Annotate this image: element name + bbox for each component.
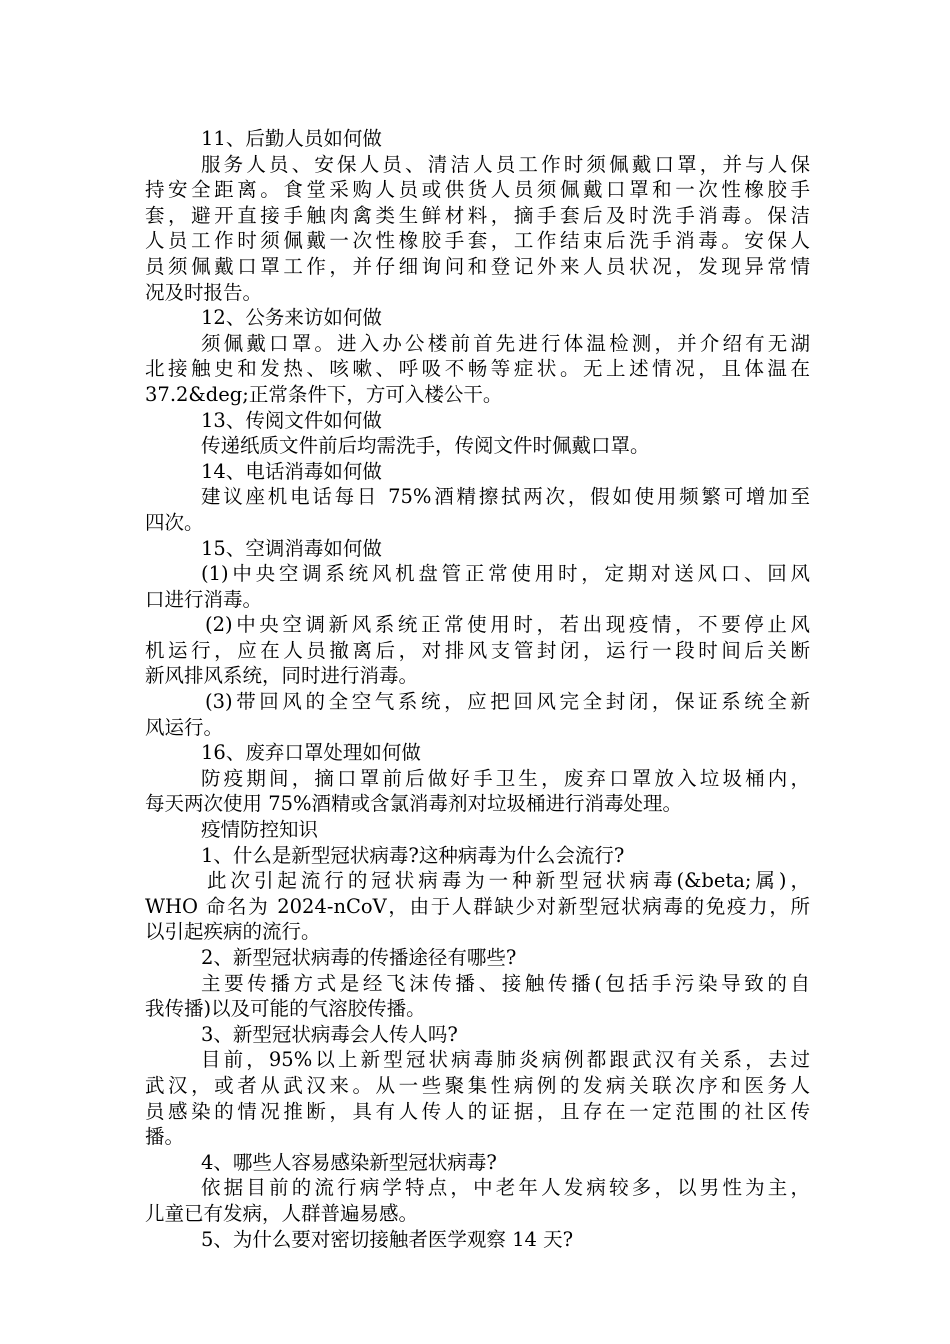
text-line: 儿童已有发病，人群普遍易感。 [145,1201,419,1225]
text-line: (2)中央空调新风系统正常使用时，若出现疫情，不要停止风 [205,613,810,637]
text-line: 须佩戴口罩。进入办公楼前首先进行体温检测，并介绍有无湖 [201,331,810,355]
text-line: 况及时报告。 [145,280,263,304]
text-line: 服务人员、安保人员、清洁人员工作时须佩戴口罩，并与人保 [201,152,810,176]
text-line: 5、为什么要对密切接触者医学观察 14 天? [201,1227,574,1251]
document-body [145,126,810,1252]
text-line: 以引起疾病的流行。 [145,920,321,944]
text-line: 建议座机电话每日 75%酒精擦拭两次，假如使用频繁可增加至 [201,485,810,509]
text-line: 疫情防控知识 [201,818,319,842]
text-line: 依据目前的流行病学特点，中老年人发病较多，以男性为主， [201,1176,810,1200]
text-line: 12、公务来访如何做 [201,306,382,330]
text-line: 机运行，应在人员撤离后，对排风支管封闭，运行一段时间后关断 [145,638,810,662]
text-line: 目前，95%以上新型冠状病毒肺炎病例都跟武汉有关系，去过 [201,1048,810,1072]
text-line: 14、电话消毒如何做 [201,459,382,483]
text-line: 4、哪些人容易感染新型冠状病毒? [201,1150,497,1174]
text-line: 人员工作时须佩戴一次性橡胶手套，工作结束后洗手消毒。安保人 [145,229,810,253]
text-line: 风运行。 [145,715,224,739]
text-line: 播。 [145,1125,185,1149]
text-line: 每天两次使用 75%酒精或含氯消毒剂对垃圾桶进行消毒处理。 [145,792,683,816]
text-line: 11、后勤人员如何做 [201,127,382,150]
text-line: 37.2&deg;正常条件下，方可入楼公干。 [145,382,503,406]
text-line: 2、新型冠状病毒的传播途径有哪些? [201,946,517,969]
text-line: 防疫期间，摘口罩前后做好手卫生，废弃口罩放入垃圾桶内， [201,766,810,790]
text-line: 传递纸质文件前后均需洗手，传阅文件时佩戴口罩。 [201,434,650,458]
text-line: (3)带回风的全空气系统，应把回风完全封闭，保证系统全新 [205,690,810,714]
text-line: (1)中央空调系统风机盘管正常使用时，定期对送风口、回风 [201,562,810,586]
text-line: 北接触史和发热、咳嗽、呼吸不畅等症状。无上述情况，且体温在 [145,357,810,381]
text-line: 16、废弃口罩处理如何做 [201,741,421,765]
text-line: 1、什么是新型冠状病毒?这种病毒为什么会流行? [201,843,625,867]
text-line: 套，避开直接手触肉禽类生鲜材料，摘手套后及时洗手消毒。保洁 [145,203,810,227]
text-line: 新风排风系统，同时进行消毒。 [145,664,419,688]
text-line: WHO 命名为 2024-nCoV，由于人群缺少对新型冠状病毒的免疫力，所 [145,894,810,918]
text-line: 主要传播方式是经飞沫传播、接触传播(包括手污染导致的自 [201,971,810,995]
text-line: 员须佩戴口罩工作，并仔细询问和登记外来人员状况，发现异常情 [145,254,810,278]
text-line: 持安全距离。食堂采购人员或供货人员须佩戴口罩和一次性橡胶手 [145,178,810,202]
text-line: 13、传阅文件如何做 [201,408,382,432]
text-line: 我传播)以及可能的气溶胶传播。 [145,997,426,1021]
text-line: 15、空调消毒如何做 [201,536,382,560]
text-line: 员感染的情况推断，具有人传人的证据，且存在一定范围的社区传 [145,1099,810,1123]
text-line: 口进行消毒。 [145,587,263,611]
text-line: 武汉，或者从武汉来。从一些聚集性病例的发病关联次序和医务人 [145,1073,810,1097]
text-line: 四次。 [145,510,204,534]
text-line: 3、新型冠状病毒会人传人吗? [201,1022,458,1046]
text-line: 此次引起流行的冠状病毒为一种新型冠状病毒(&beta;属)， [207,869,810,893]
